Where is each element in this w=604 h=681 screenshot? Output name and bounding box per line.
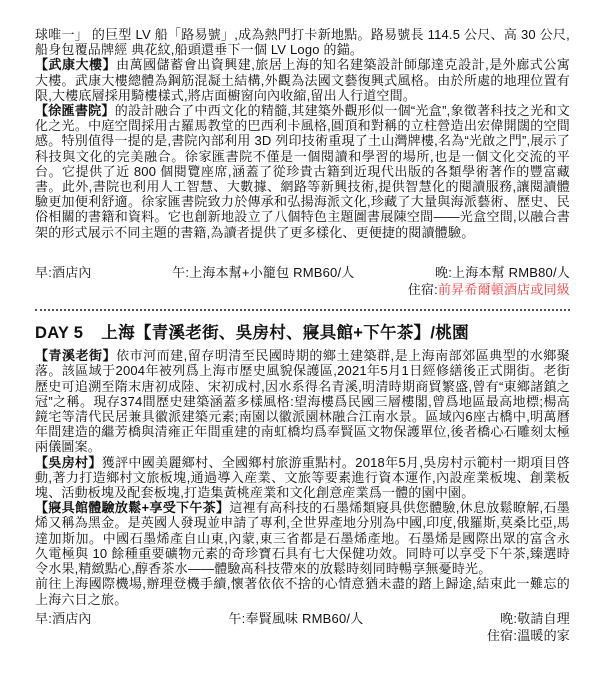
day5-title <box>35 323 570 344</box>
paragraph-qingxi-old-street <box>35 348 570 454</box>
day5-lunch: 午:奉賢風味 RMB60/人 <box>228 610 364 626</box>
day4-hotel-row <box>35 282 570 297</box>
paragraph-wufang-village <box>35 455 570 501</box>
day4-lunch: 午:上海本幫+小籠包 RMB60/人 <box>172 264 355 280</box>
attraction-description: 這裡有高科技的石墨烯類寢具供您體驗,休息放鬆瞭解,石墨烯又稱為黑金。是英國人發現並申請了專利,全世界產地分別為中國,印度,俄羅斯,莫桑比亞,馬達加斯加。中國石墨烯產自山東,內蒙,東三省都是石墨烯產地。石墨烯是國際出眾的富含永久電極與 10 餘種重要礦物元素的奇珍寶石具有七大保健功效。同時可以享受下午茶,臻選時令水果,精緻點心,醇香茶水——體驗高科技帶來的放鬆時刻同時暢享無憂時光。 <box>35 500 570 577</box>
day4-hotel-value: 前昇希爾頓酒店或同級 <box>437 282 570 298</box>
day5-hotel-value: 溫暖的家 <box>517 627 570 643</box>
attraction-title: 【武康大樓】 <box>35 57 117 73</box>
day4-dinner: 晚:上海本幫 RMB80/人 <box>435 264 570 280</box>
day5-breakfast: 早:酒店內 <box>35 610 92 626</box>
attraction-description: 依市河而建,留存明清至民國時期的鄉土建築群,是上海南部郊區典型的水鄉聚落。該區域于2004年被列爲上海市歷史風貌保護區,2021年5月1日經修繕後正式開街。老街歷史可追溯至隋末唐初成陸、宋初成村,因水系得名青溪,明清時期商貿繁盛,曾有“東鄉諸鎮之冠”之稱。現存374間歷史建築涵蓋多樣風格:望海樓爲民國三層樓閣,曾爲地區最高地標;楊高鏡宅等清代民居兼具徽派建築元素;南園以徽派園林融合江南水景。區域內6座古橋中,明萬曆年間建造的繼芳橋與清雍正年間重建的南虹橋均爲奉賢區文物保護單位,後者橋心石雕刻太極兩儀圖案。 <box>35 348 570 455</box>
day5-hotel-label: 住宿: <box>486 627 518 643</box>
day5-dinner: 晚:敬請自理 <box>500 610 570 626</box>
paragraph-departure <box>35 576 570 606</box>
day5-section <box>35 323 570 643</box>
attraction-description: 球唯一」 的巨型 LV 船「路易號」,成為熱門打卡新地點。路易號長 114.5 公尺、高 30 公尺,船身包覆品牌經 典花紋,船頭還垂下一個 LV Logo 的錨。 <box>35 27 570 58</box>
day4-hotel-label: 住宿: <box>407 282 438 298</box>
paragraph-lv-ship <box>35 27 570 57</box>
day5-route: 上海【青溪老街、吳房村、寢具館+下午茶】/桃園 <box>101 324 469 343</box>
attraction-title: 【寢具館體驗放鬆+享受下午茶】 <box>35 500 230 516</box>
attraction-description: 前往上海國際機場,辦理登機手續,懷著依依不捨的心情意猶未盡的踏上歸途,結束此一難忘的上海六日之旅。 <box>35 576 570 607</box>
attraction-description: 獲評中國美麗鄉村、全國鄉村旅游重點村。2018年5月,吳房村示範村一期項目啓動,著力打造鄉村文旅板塊,通過導入産業、文旅等要素進行資本運作,內設産業板塊、創業板塊、活動板塊及配套板塊,打造集黃桃産業和文化創意産業爲一體的園中園。 <box>35 454 570 501</box>
day4-breakfast: 早:酒店內 <box>35 264 92 280</box>
day4-section <box>35 27 570 297</box>
attraction-title: 【吳房村】 <box>35 454 102 470</box>
day5-label: DAY 5 <box>35 324 84 343</box>
attraction-title: 【徐匯書院】 <box>35 103 115 119</box>
section-divider <box>35 309 570 311</box>
paragraph-bedding-hall-tea <box>35 500 570 576</box>
paragraph-wukang-building <box>35 57 570 103</box>
attraction-title: 【青溪老街】 <box>35 348 117 364</box>
paragraph-xuhui-library <box>35 103 570 240</box>
day5-meals-row <box>35 611 570 626</box>
day4-meals-row <box>35 265 570 280</box>
attraction-description: 由萬國儲蓄會出資興建,旅居上海的知名建築設計師鄔達克設計,是外廊式公寓大樓。武康大樓總體為鋼筋混凝土結構,外觀為法國文藝復興式風格。由於所處的地理位置有限,大樓底層採用騎樓樣式,將店面櫥窗向內收縮,留出人行道空間。 <box>35 57 570 103</box>
attraction-description: 的設計融合了中西文化的精髓,其建築外觀形似一個“光盒”,象徵著科技之光和文化之光。中庭空間採用古羅馬教堂的巴西利卡風格,圓頂和對稱的立柱營造出宏偉開闊的空間感。特別值得一提的是,書院內部利用 3D 列印技術重現了土山灣牌樓,名為“光啟之門”,展示了科技與文化的完美融合。徐家匯書院不僅是一個閱讀和學習的場所,也是一個文化交流的平台。它提供了近 800 個閱覽座席,涵蓋了從珍貴古籍到近現代出版的各類學術著作的豐富藏書。此外,書院也利用人工智慧、大數據、網路等新興技術,提供智慧化的閱讀服務,讓閱讀體驗更加便利舒適。徐家匯書院致力於傳承和弘揚海派文化,珍藏了大量與海派藝術、歷史、民俗相關的書籍和資料。它也創新地設立了八個特色主題圖書展陳空間——光盒空間,以融合書架的形式展示不同主題的書籍,為讀者提供了更多樣化、更便捷的閱讀體驗。 <box>35 103 570 240</box>
day5-hotel-row <box>35 628 570 643</box>
